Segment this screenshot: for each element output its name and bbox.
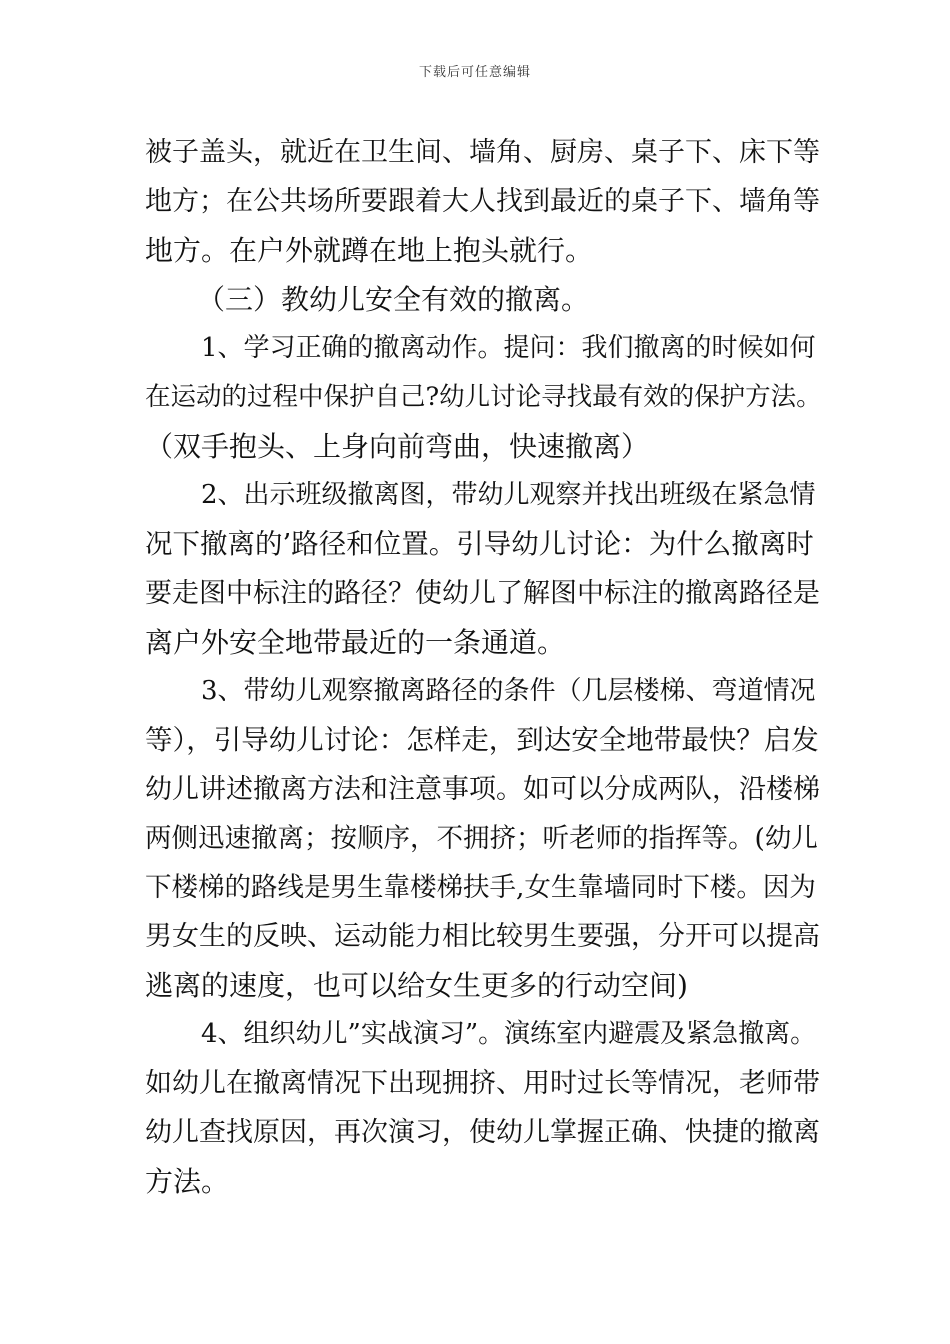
text-line: （双手抱头、上身向前弯曲，快速撤离）	[145, 430, 650, 463]
text-line: 幼儿讲述撤离方法和注意事项。如可以分成两队，沿楼梯	[145, 774, 820, 805]
text-line: 如幼儿在撤离情况下出现拥挤、用时过长等情况，老师带	[145, 1068, 820, 1099]
text-line: 2、出示班级撤离图，带幼儿观察并找出班级在紧急情	[201, 480, 816, 510]
page-header: 下载后可任意编辑	[418, 65, 531, 80]
text-line: 男女生的反映、运动能力相比较男生要强，分开可以提高	[145, 921, 820, 952]
text-line: 地方；在公共场所要跟着大人找到最近的桌子下、墙角等	[145, 186, 820, 217]
text-line: 地方。在户外就蹲在地上抱头就行。	[145, 234, 594, 267]
document-body	[145, 128, 825, 1206]
text-line: 等），引导幼儿讨论：怎样走，到达安全地带最快？启发	[145, 724, 819, 756]
text-line: 被子盖头，就近在卫生间、墙角、厨房、桌子下、床下等	[145, 137, 820, 168]
text-line: 两侧迅速撤离；按顺序，不拥挤；听老师的指挥等。(幼儿	[145, 823, 818, 854]
text-line: 1、学习正确的撤离动作。提问：我们撤离的时候如何	[201, 333, 816, 363]
text-line: 在运动的过程中保护自己?幼儿讨论寻找最有效的保护方法。	[145, 382, 822, 412]
text-line: 离户外安全地带最近的一条通道。	[145, 626, 566, 659]
text-line: 4、组织幼儿”实战演习”。演练室内避震及紧急撤离。	[201, 1019, 817, 1049]
text-line: 3、带幼儿观察撤离路径的条件（几层楼梯、弯道情况	[201, 676, 816, 706]
section-heading: （三）教幼儿安全有效的撤离。	[197, 283, 590, 316]
text-line: 逃离的速度，也可以给女生更多的行动空间)	[145, 969, 688, 1002]
text-line: 下楼梯的路线是男生靠楼梯扶手,女生靠墙同时下楼。因为	[145, 872, 816, 903]
text-line: 幼儿查找原因，再次演习，使幼儿掌握正确、快捷的撤离	[145, 1117, 820, 1148]
text-line: 方法。	[145, 1165, 230, 1198]
text-line: 要走图中标注的路径？使幼儿了解图中标注的撤离路径是	[145, 578, 820, 609]
text-line: 况下撤离的’路径和位置。引导幼儿讨论：为什么撤离时	[145, 528, 814, 560]
